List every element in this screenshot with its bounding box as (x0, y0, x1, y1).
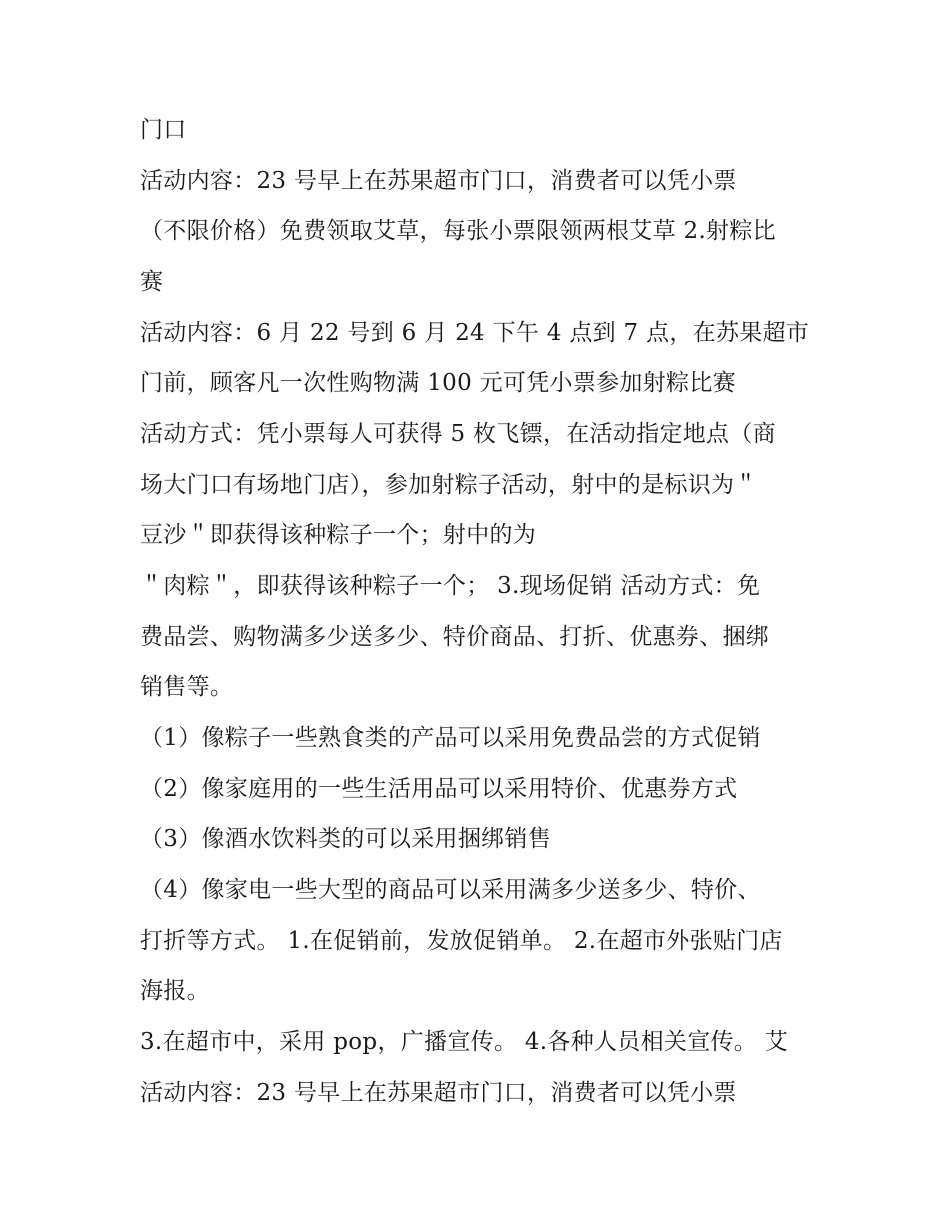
text-line: 活动内容：6 月 22 号到 6 月 24 下午 4 点到 7 点，在苏果超市 (140, 320, 810, 346)
text-line: （不限价格）免费领取艾草，每张小票限领两根艾草 2.射粽比 (140, 218, 776, 244)
text-line: 活动内容：23 号早上在苏果超市门口，消费者可以凭小票 (140, 168, 737, 194)
text-line: （4）像家电一些大型的商品可以采用满多少送多少、特价、 (140, 877, 761, 903)
text-line: （2）像家庭用的一些生活用品可以采用特价、优惠券方式 (140, 776, 738, 802)
text-line: 海报。 (140, 978, 210, 1004)
text-line: 豆沙＂即获得该种粽子一个；射中的为 (140, 522, 537, 548)
text-line: 门口 (140, 117, 187, 143)
text-line: 场大门口有场地门店），参加射粽子活动，射中的是标识为＂ (140, 472, 758, 498)
text-line: （1）像粽子一些熟食类的产品可以采用免费品尝的方式促销 (140, 725, 761, 751)
text-line: 销售等。 (140, 674, 234, 700)
text-line: 费品尝、购物满多少送多少、特价商品、打折、优惠券、捆绑 (140, 624, 770, 650)
text-line: ＂肉粽＂，即获得该种粽子一个； 3.现场促销 活动方式：免 (140, 573, 761, 599)
text-line: 3.在超市中，采用 pop，广播宣传。 4.各种人员相关宣传。 艾 (140, 1029, 789, 1055)
text-line: 门前，顾客凡一次性购物满 100 元可凭小票参加射粽比赛 (140, 370, 736, 396)
text-line: 活动内容：23 号早上在苏果超市门口，消费者可以凭小票 (140, 1080, 737, 1106)
text-line: 活动方式：凭小票每人可获得 5 枚飞镖，在活动指定地点（商 (140, 421, 776, 447)
text-line: 打折等方式。 1.在促销前，发放促销单。 2.在超市外张贴门店 (140, 928, 783, 954)
text-line: （3）像酒水饮料类的可以采用捆绑销售 (140, 826, 552, 852)
text-line: 赛 (140, 269, 164, 295)
